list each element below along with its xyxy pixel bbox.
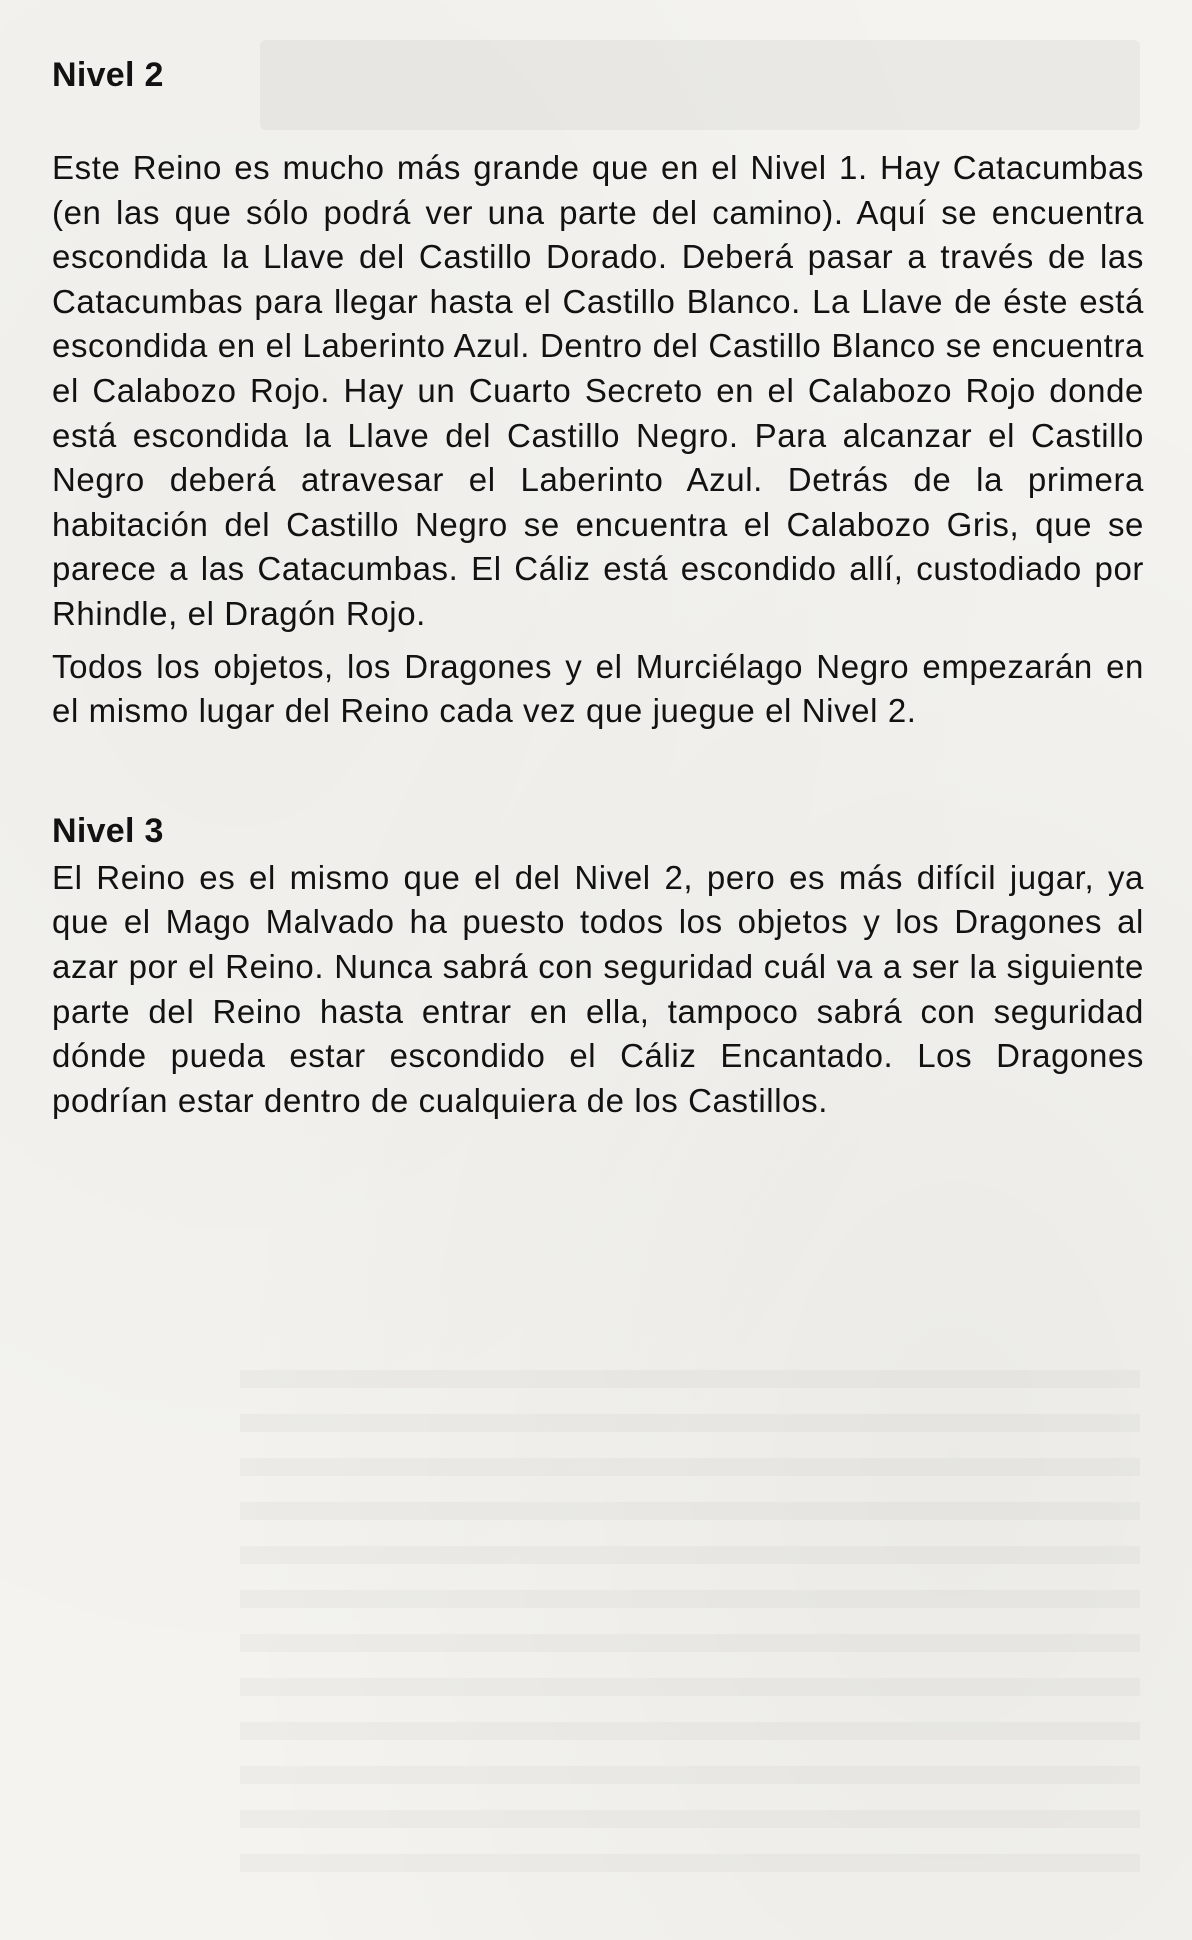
section-heading-nivel-3: Nivel 3	[52, 811, 164, 850]
nivel-2-paragraph-2: Todos los objetos, los Dragones y el Murciélago Negro empezarán en el mismo lugar del Reino cada vez que juegue el Nivel 2.	[52, 647, 1144, 730]
show-through-text	[240, 1370, 1140, 1890]
nivel-3-paragraph-1: El Reino es el mismo que el del Nivel 2, pero es más difícil jugar, ya que el Mago Malvado ha puesto todos los objetos y los Dragones al azar por el Reino. Nunca sabrá con seguridad cuál va a ser la siguiente parte del Reino hasta entrar en ella, tampoco sabrá con seguridad dónde pueda estar escondido el Cáliz Encantado. Los Dragones podrían estar dentro de cualquiera de los Castillos.	[52, 858, 1144, 1119]
nivel-2-paragraph-1: Este Reino es mucho más grande que en el Nivel 1. Hay Catacumbas (en las que sólo podrá ver una parte del camino). Aquí se encuentra escondida la Llave del Castillo Dorado. Deberá pasar a través de las Catacumbas para llegar hasta el Castillo Blanco. La Llave de éste está escondida en el Laberinto Azul. Dentro del Castillo Blanco se encuentra el Calabozo Rojo. Hay un Cuarto Secreto en el Calabozo Rojo donde está escondida la Llave del Castillo Negro. Para alcanzar el Castillo Negro deberá atravesar el Laberinto Azul. Detrás de la primera habitación del Castillo Negro se encuentra el Calabozo Gris, que se parece a las Catacumbas. El Cáliz está escondido allí, custodiado por Rhindle, el Dragón Rojo.	[52, 149, 1144, 632]
document-content	[52, 44, 1144, 1123]
section-heading-nivel-2: Nivel 2	[52, 56, 164, 94]
